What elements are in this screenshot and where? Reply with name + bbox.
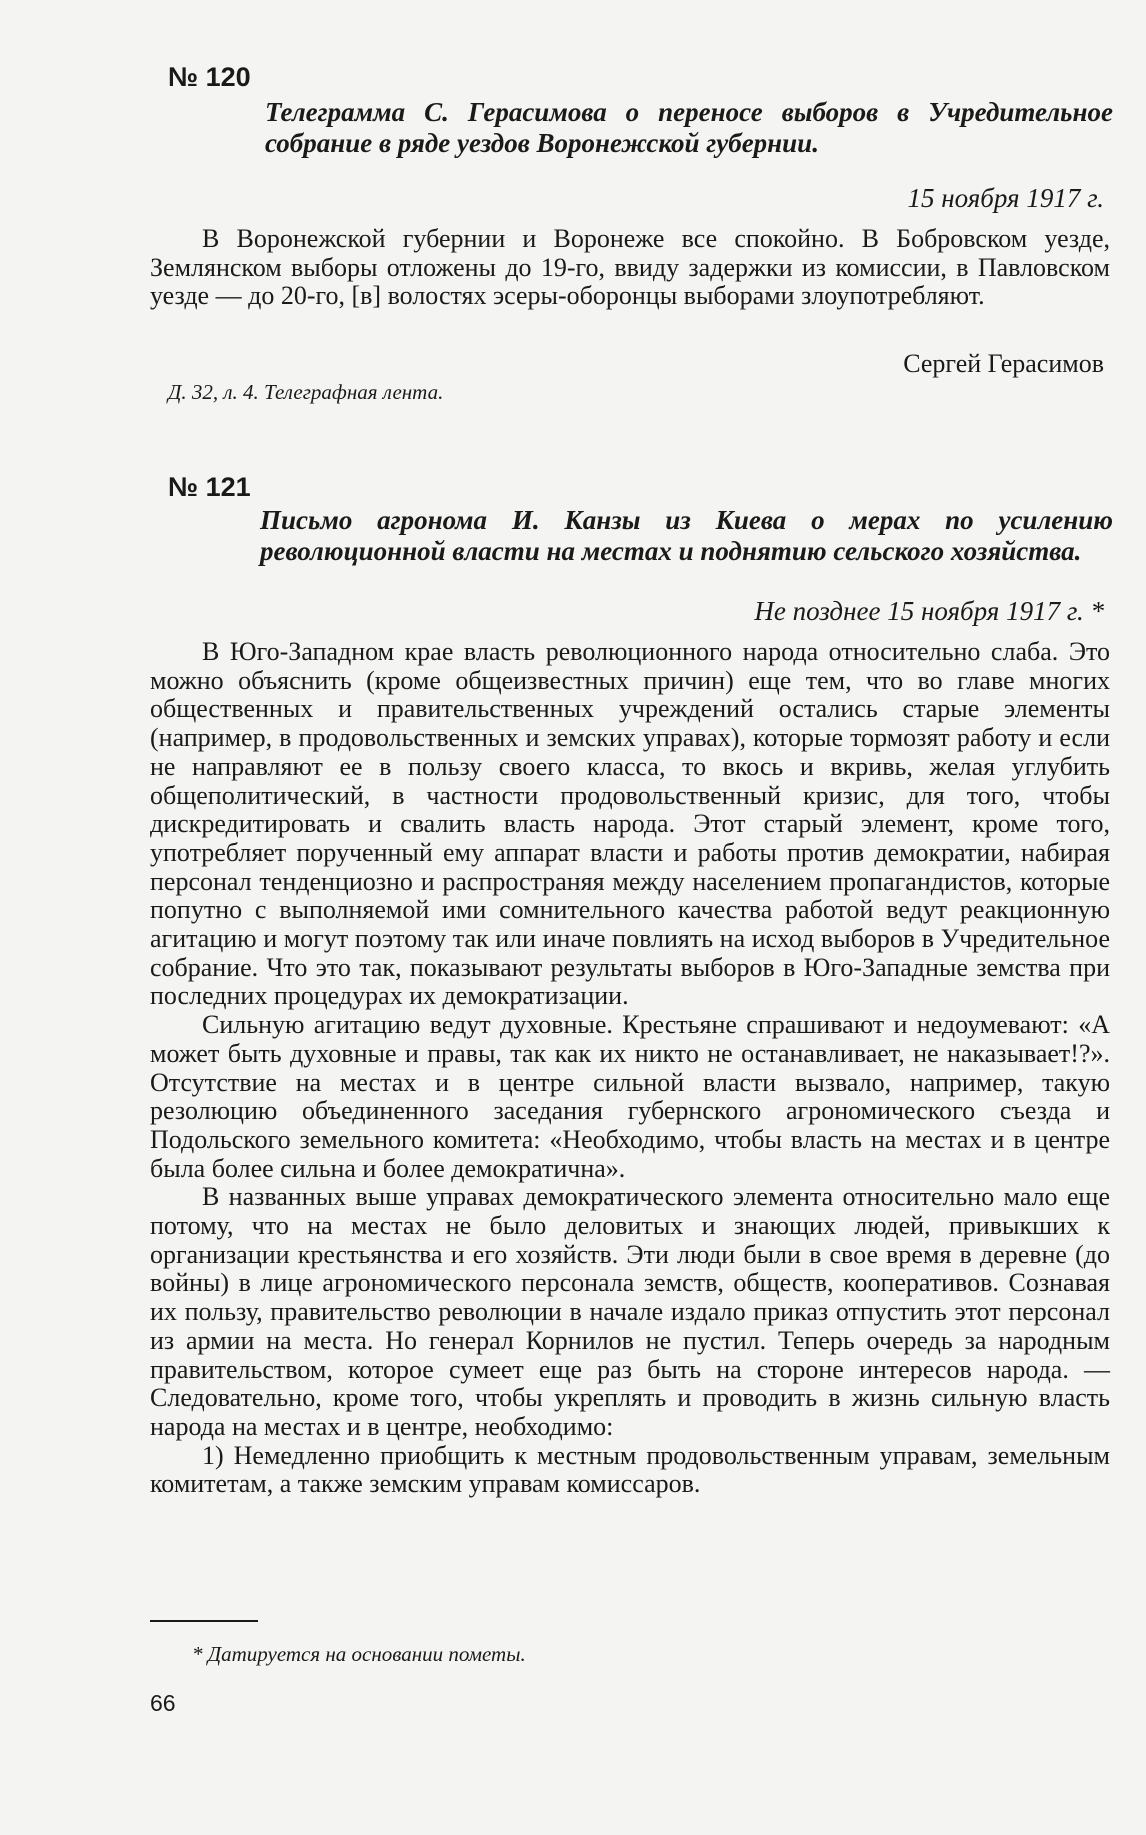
paragraph: В Воронежской губернии и Воронеже все спокойно. В Бобровском уезде, Землянском выборы отложены до 19-го, ввиду задержки из комиссии, в Павловском уезде — до 20-го, [в] волостях эсеры-оборонцы выборами злоупотребляют. [150, 224, 1110, 311]
paragraph: В Юго-Западном крае власть революционного народа относительно слаба. Это можно объяснить (кроме общеизвестных причин) еще тем, что во главе многих общественных и правительственных учреждений остались старые элементы (например, в продовольственных и земских управах), которые тормозят работу и если не направляют ее в пользу своего класса, то вкось и вкривь, желая углубить общеполитический, в частности продовольственный кризис, для того, чтобы дискредитировать и свалить власть народа. Этот старый элемент, кроме того, употребляет порученный ему аппарат власти и работы против демократии, набирая персонал тенденциозно и распространяя между населением пропагандистов, которые попутно с выполняемой ими сомнительного качества работой ведут реакционную агитацию и могут поэтому так или иначе повлиять на исход выборов в Учредительное собрание. Что это так, показывают результаты выборов в Юго-Западные земства при последних процедурах их демократизации. [150, 637, 1110, 1011]
document-date-121: Не позднее 15 ноября 1917 г. * [754, 596, 1104, 626]
footnote: * Датируется на основании пометы. [192, 1642, 526, 1666]
document-title-120: Телеграмма С. Герасимова о переносе выборов в Учредительное собрание в ряде уездов Воронежской губернии. [265, 97, 1113, 158]
paragraph: Сильную агитацию ведут духовные. Крестьяне спрашивают и недоумевают: «А может быть духовные и правы, так как их никто не останавливает, не наказывает!?». Отсутствие на местах и в центре сильной власти вызвало, например, такую резолюцию объединенного заседания губернского агрономического съезда и Подольского земельного комитета: «Необходимо, чтобы власть на местах и в центре была более сильна и более демократична». [150, 1010, 1110, 1183]
page-number: 66 [150, 1690, 176, 1716]
document-number-121: № 121 [168, 472, 251, 502]
document-body-121 [150, 638, 1110, 1499]
paragraph: 1) Немедленно приобщить к местным продовольственным управам, земельным комитетам, а также земским управам комиссаров. [150, 1440, 1110, 1499]
document-body-120 [150, 225, 1110, 311]
footnote-divider [150, 1620, 258, 1622]
document-date-120: 15 ноября 1917 г. [907, 183, 1104, 213]
archive-source: Д. 32, л. 4. Телеграфная лента. [168, 380, 444, 404]
document-title-121: Письмо агронома И. Канзы из Киева о мерах по усилению революционной власти на местах и поднятию сельского хозяйства. [260, 505, 1113, 566]
signature: Сергей Герасимов [903, 349, 1104, 378]
paragraph: В названных выше управах демократического элемента относительно мало еще потому, что на местах не было деловитых и знающих людей, привыкших к организации крестьянства и его хозяйств. Эти люди были в свое время в деревне (до войны) в лице агрономического персонала земств, обществ, кооперативов. Сознавая их пользу, правительство революции в начале издало приказ отпустить этот персонал из армии на места. Но генерал Корнилов не пустил. Теперь очередь за народным правительством, которое сумеет еще раз быть на стороне интересов народа. — Следовательно, кроме того, чтобы укреплять и проводить в жизнь сильную власть народа на местах и в центре, необходимо: [150, 1182, 1110, 1441]
document-number-120: № 120 [168, 62, 251, 92]
